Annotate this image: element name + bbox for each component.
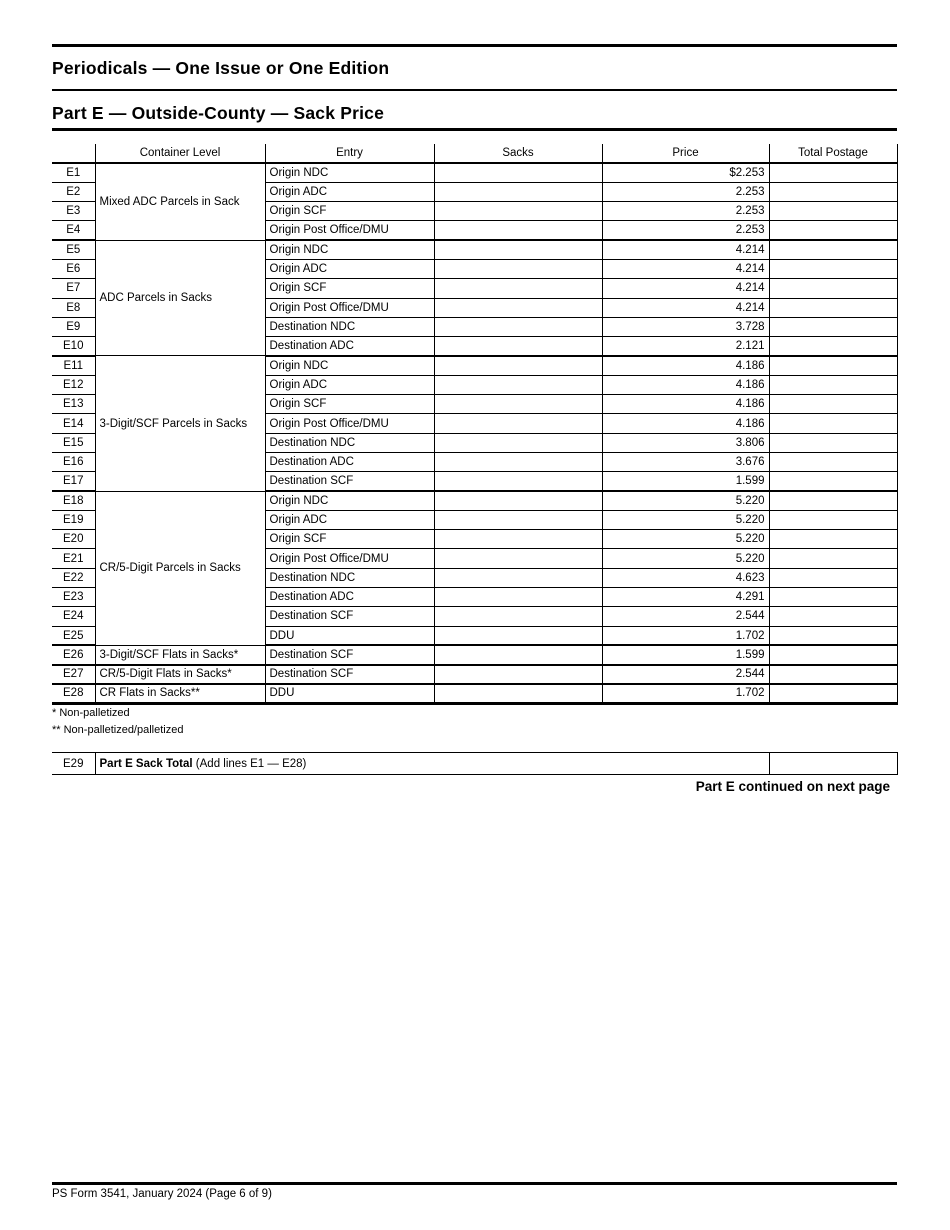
entry-cell: Destination SCF [265, 472, 434, 491]
price-value: 2.253 [602, 182, 769, 201]
price-value: 2.253 [602, 221, 769, 240]
entry-cell: DDU [265, 684, 434, 703]
col-header-line-number [52, 144, 95, 163]
line-number: E24 [52, 607, 95, 626]
entry-cell: Destination NDC [265, 568, 434, 587]
sacks-field[interactable] [434, 472, 602, 491]
line-number: E28 [52, 684, 95, 703]
line-number: E8 [52, 298, 95, 317]
total-label-note: (Add lines E1 — E28) [192, 757, 307, 770]
entry-cell: Destination SCF [265, 607, 434, 626]
container-level-cell: Mixed ADC Parcels in Sack [95, 163, 265, 240]
price-value: 4.214 [602, 279, 769, 298]
price-value: 1.599 [602, 645, 769, 664]
table-row [52, 240, 897, 259]
total-label [95, 753, 769, 775]
line-number: E17 [52, 472, 95, 491]
entry-cell: Origin SCF [265, 530, 434, 549]
container-level-cell: CR/5-Digit Flats in Sacks* [95, 665, 265, 684]
entry-cell: Destination NDC [265, 433, 434, 452]
total-postage-field[interactable] [769, 182, 897, 201]
total-postage-field[interactable] [769, 356, 897, 375]
entry-cell: Origin Post Office/DMU [265, 221, 434, 240]
total-postage-field[interactable] [769, 472, 897, 491]
sacks-field[interactable] [434, 395, 602, 414]
entry-cell: Origin ADC [265, 259, 434, 278]
price-value: 3.806 [602, 433, 769, 452]
total-postage-field[interactable] [769, 259, 897, 278]
table-row [52, 645, 897, 664]
sacks-field[interactable] [434, 607, 602, 626]
container-level-cell: CR Flats in Sacks** [95, 684, 265, 703]
entry-cell: Destination ADC [265, 588, 434, 607]
table-row [52, 491, 897, 510]
line-number: E13 [52, 395, 95, 414]
price-value: 3.728 [602, 317, 769, 336]
entry-cell: DDU [265, 626, 434, 645]
line-number: E12 [52, 375, 95, 394]
footer-rule [52, 1182, 897, 1185]
sacks-field[interactable] [434, 317, 602, 336]
total-postage-field[interactable] [769, 279, 897, 298]
line-number: E4 [52, 221, 95, 240]
total-row [52, 753, 897, 775]
total-postage-field[interactable] [769, 317, 897, 336]
footer-text: PS Form 3541, January 2024 (Page 6 of 9) [52, 1188, 272, 1200]
table-header-row [52, 144, 897, 163]
price-value: $2.253 [602, 163, 769, 182]
sacks-field[interactable] [434, 202, 602, 221]
price-value: 2.253 [602, 202, 769, 221]
container-level-cell: 3-Digit/SCF Parcels in Sacks [95, 356, 265, 491]
sacks-field[interactable] [434, 414, 602, 433]
heading-rule [52, 128, 897, 131]
line-number: E16 [52, 452, 95, 471]
sacks-field[interactable] [434, 684, 602, 703]
price-value: 1.702 [602, 684, 769, 703]
sacks-field[interactable] [434, 568, 602, 587]
entry-cell: Destination ADC [265, 337, 434, 356]
total-postage-field[interactable] [769, 337, 897, 356]
sacks-field[interactable] [434, 626, 602, 645]
total-postage-field[interactable] [769, 414, 897, 433]
sacks-field[interactable] [434, 240, 602, 259]
sacks-field[interactable] [434, 530, 602, 549]
total-postage-field[interactable] [769, 433, 897, 452]
entry-cell: Origin ADC [265, 375, 434, 394]
sacks-field[interactable] [434, 163, 602, 182]
entry-cell: Origin Post Office/DMU [265, 298, 434, 317]
line-number: E3 [52, 202, 95, 221]
total-postage-field[interactable] [769, 298, 897, 317]
total-postage-field[interactable] [769, 530, 897, 549]
sacks-field[interactable] [434, 375, 602, 394]
line-number: E11 [52, 356, 95, 375]
total-postage-field[interactable] [769, 568, 897, 587]
price-value: 4.186 [602, 375, 769, 394]
sacks-field[interactable] [434, 279, 602, 298]
total-postage-field[interactable] [769, 588, 897, 607]
line-number: E2 [52, 182, 95, 201]
price-value: 3.676 [602, 452, 769, 471]
line-number: E15 [52, 433, 95, 452]
line-number: E7 [52, 279, 95, 298]
total-postage-field[interactable] [769, 753, 897, 775]
line-number: E27 [52, 665, 95, 684]
price-value: 4.186 [602, 395, 769, 414]
total-postage-field[interactable] [769, 375, 897, 394]
line-number: E21 [52, 549, 95, 568]
sacks-field[interactable] [434, 645, 602, 664]
price-value: 4.186 [602, 414, 769, 433]
line-number: E5 [52, 240, 95, 259]
sacks-field[interactable] [434, 588, 602, 607]
entry-cell: Destination NDC [265, 317, 434, 336]
entry-cell: Destination SCF [265, 645, 434, 664]
sack-price-table-body [52, 163, 897, 703]
total-postage-field[interactable] [769, 665, 897, 684]
sacks-field[interactable] [434, 452, 602, 471]
total-postage-field[interactable] [769, 491, 897, 510]
footnote-non-palletized-palletized: ** Non-palletized/palletized [52, 724, 184, 736]
entry-cell: Destination SCF [265, 665, 434, 684]
sacks-field[interactable] [434, 491, 602, 510]
table-row [52, 665, 897, 684]
line-number: E1 [52, 163, 95, 182]
entry-cell: Origin SCF [265, 279, 434, 298]
price-value: 1.702 [602, 626, 769, 645]
entry-cell: Origin NDC [265, 240, 434, 259]
entry-cell: Origin NDC [265, 491, 434, 510]
line-number: E20 [52, 530, 95, 549]
price-value: 2.121 [602, 337, 769, 356]
col-header-entry: Entry [265, 144, 434, 163]
price-value: 4.214 [602, 298, 769, 317]
footnote-non-palletized: * Non-palletized [52, 707, 130, 719]
total-postage-field[interactable] [769, 510, 897, 529]
sacks-field[interactable] [434, 298, 602, 317]
entry-cell: Origin SCF [265, 395, 434, 414]
price-value: 5.220 [602, 510, 769, 529]
price-value: 4.623 [602, 568, 769, 587]
sacks-field[interactable] [434, 510, 602, 529]
sacks-field[interactable] [434, 337, 602, 356]
line-number: E6 [52, 259, 95, 278]
total-postage-field[interactable] [769, 684, 897, 703]
entry-cell: Origin Post Office/DMU [265, 414, 434, 433]
part-e-total-table [52, 752, 898, 775]
total-postage-field[interactable] [769, 221, 897, 240]
total-postage-field[interactable] [769, 395, 897, 414]
price-value: 2.544 [602, 607, 769, 626]
entry-cell: Origin NDC [265, 356, 434, 375]
entry-cell: Origin ADC [265, 182, 434, 201]
sack-price-table [52, 144, 898, 705]
total-postage-field[interactable] [769, 202, 897, 221]
entry-cell: Destination ADC [265, 452, 434, 471]
price-value: 4.291 [602, 588, 769, 607]
top-rule [52, 44, 897, 47]
part-e-heading: Part E — Outside-County — Sack Price [52, 103, 385, 123]
col-header-container-level: Container Level [95, 144, 265, 163]
container-level-cell: CR/5-Digit Parcels in Sacks [95, 491, 265, 645]
container-level-cell: ADC Parcels in Sacks [95, 240, 265, 356]
sacks-field[interactable] [434, 356, 602, 375]
title-divider-rule [52, 89, 897, 91]
line-number: E23 [52, 588, 95, 607]
line-number: E26 [52, 645, 95, 664]
sacks-field[interactable] [434, 549, 602, 568]
col-header-sacks: Sacks [434, 144, 602, 163]
price-value: 4.214 [602, 259, 769, 278]
line-number: E14 [52, 414, 95, 433]
total-label-bold: Part E Sack Total [99, 757, 193, 770]
sacks-field[interactable] [434, 259, 602, 278]
entry-cell: Origin NDC [265, 163, 434, 182]
table-row [52, 356, 897, 375]
line-number: E25 [52, 626, 95, 645]
sacks-field[interactable] [434, 182, 602, 201]
entry-cell: Origin Post Office/DMU [265, 549, 434, 568]
line-number: E9 [52, 317, 95, 336]
total-postage-field[interactable] [769, 163, 897, 182]
line-number: E19 [52, 510, 95, 529]
total-postage-field[interactable] [769, 452, 897, 471]
sacks-field[interactable] [434, 433, 602, 452]
price-value: 2.544 [602, 665, 769, 684]
table-row [52, 163, 897, 182]
sacks-field[interactable] [434, 665, 602, 684]
total-postage-field[interactable] [769, 240, 897, 259]
price-value: 5.220 [602, 530, 769, 549]
entry-cell: Origin ADC [265, 510, 434, 529]
table-row [52, 684, 897, 703]
continued-note: Part E continued on next page [695, 779, 890, 794]
price-value: 1.599 [602, 472, 769, 491]
price-value: 5.220 [602, 549, 769, 568]
form-title: Periodicals — One Issue or One Edition [52, 58, 390, 78]
total-postage-field[interactable] [769, 607, 897, 626]
total-postage-field[interactable] [769, 549, 897, 568]
entry-cell: Origin SCF [265, 202, 434, 221]
sacks-field[interactable] [434, 221, 602, 240]
line-number: E22 [52, 568, 95, 587]
container-level-cell: 3-Digit/SCF Flats in Sacks* [95, 645, 265, 664]
price-value: 4.186 [602, 356, 769, 375]
col-header-total-postage: Total Postage [769, 144, 897, 163]
total-line-number: E29 [52, 753, 95, 775]
line-number: E10 [52, 337, 95, 356]
total-postage-field[interactable] [769, 626, 897, 645]
line-number: E18 [52, 491, 95, 510]
total-postage-field[interactable] [769, 645, 897, 664]
price-value: 4.214 [602, 240, 769, 259]
price-value: 5.220 [602, 491, 769, 510]
col-header-price: Price [602, 144, 769, 163]
